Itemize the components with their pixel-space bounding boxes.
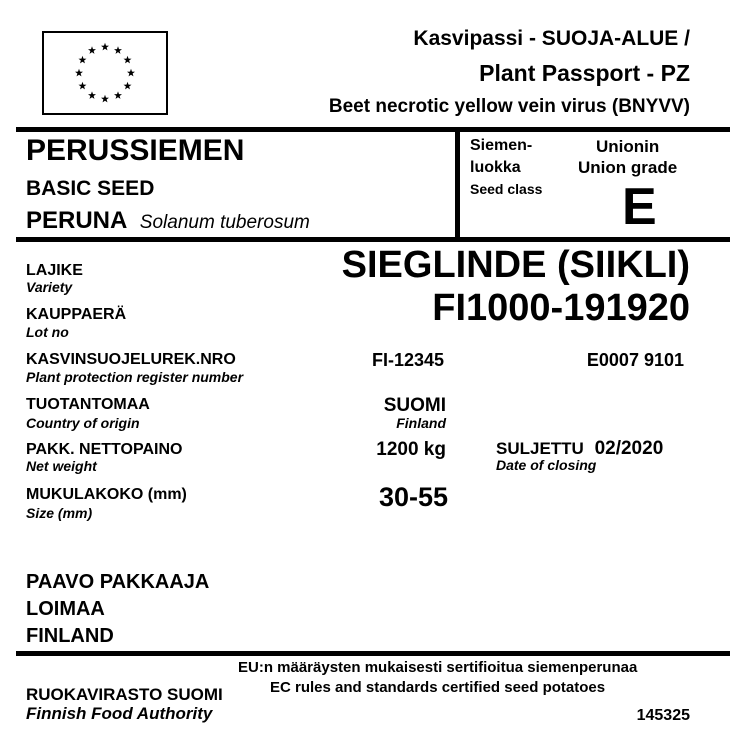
star-icon (127, 69, 135, 77)
grade: E (622, 178, 657, 236)
origin-label-fi: TUOTANTOMAA (26, 396, 150, 413)
lot-value: FI1000-191920 (432, 287, 690, 329)
origin-fi: SUOMI (383, 395, 446, 416)
star-icon (101, 95, 109, 103)
seed-class-fi-2: luokka (470, 159, 521, 176)
closed-date: 02/2020 (594, 438, 664, 459)
top-rule (16, 127, 730, 132)
authority-fi: RUOKAVIRASTO SUOMI (26, 685, 223, 704)
star-icon (88, 91, 96, 99)
vertical-rule (455, 129, 460, 239)
weight-label-en: Net weight (26, 458, 97, 474)
origin-label-en: Country of origin (26, 415, 140, 431)
packer-city: LOIMAA (26, 598, 105, 620)
lot-label-en: Lot no (26, 324, 69, 340)
packer-name: PAAVO PAKKAAJA (26, 571, 210, 593)
star-icon (78, 56, 86, 64)
crop-latin: Solanum tuberosum (139, 212, 310, 233)
header-line-3: Beet necrotic yellow vein virus (BNYVV) (328, 96, 690, 117)
star-icon (124, 56, 132, 64)
eu-flag (42, 31, 168, 115)
header-line-2: Plant Passport - PZ (479, 60, 690, 86)
reg-label-en: Plant protection register number (26, 369, 244, 385)
star-icon (78, 82, 86, 90)
label-number: 145325 (636, 707, 690, 724)
lot-label-fi: KAUPPAERÄ (26, 306, 127, 323)
size-label-en: Size (mm) (26, 505, 93, 521)
star-icon (114, 91, 122, 99)
eu-stars-icon (44, 33, 166, 113)
seed-class-en: Seed class (470, 181, 543, 197)
star-icon (114, 46, 122, 54)
variety-label-en: Variety (26, 279, 73, 295)
crop-fi: PERUNA (26, 207, 128, 234)
middle-rule (16, 237, 730, 242)
cert-en: EC rules and standards certified seed potatoes (270, 679, 606, 696)
union-fi: Unionin (596, 137, 660, 156)
variety-value: SIEGLINDE (SIIKLI) (341, 244, 690, 286)
crop-line (26, 207, 310, 235)
star-icon (75, 69, 83, 77)
star-icon (101, 43, 109, 51)
reg-code: E0007 9101 (586, 350, 684, 370)
authority-en: Finnish Food Authority (26, 704, 213, 723)
packer-country: FINLAND (26, 625, 114, 647)
union-en: Union grade (578, 158, 678, 177)
origin-en: Finland (396, 415, 446, 431)
size-label-fi: MUKULAKOKO (mm) (26, 486, 187, 503)
variety-label-fi: LAJIKE (26, 262, 83, 279)
category-fi: PERUSSIEMEN (26, 134, 245, 167)
weight-value: 1200 kg (376, 439, 446, 460)
reg-no: FI-12345 (371, 350, 444, 370)
category-en: BASIC SEED (26, 177, 155, 200)
weight-label-fi: PAKK. NETTOPAINO (26, 441, 183, 458)
star-icon (88, 46, 96, 54)
star-icon (124, 82, 132, 90)
header-line-1: Kasvipassi - SUOJA-ALUE / (413, 27, 690, 50)
seed-class-fi-1: Siemen- (470, 137, 533, 154)
cert-fi: EU:n määräysten mukaisesti sertifioitua siemenperunaa (238, 659, 638, 676)
closed-label-fi: SULJETTU (496, 439, 584, 458)
bottom-rule (16, 651, 730, 656)
reg-label-fi: KASVINSUOJELUREK.NRO (26, 351, 236, 368)
size-value: 30-55 (378, 482, 448, 512)
closed-label-en: Date of closing (496, 457, 597, 473)
